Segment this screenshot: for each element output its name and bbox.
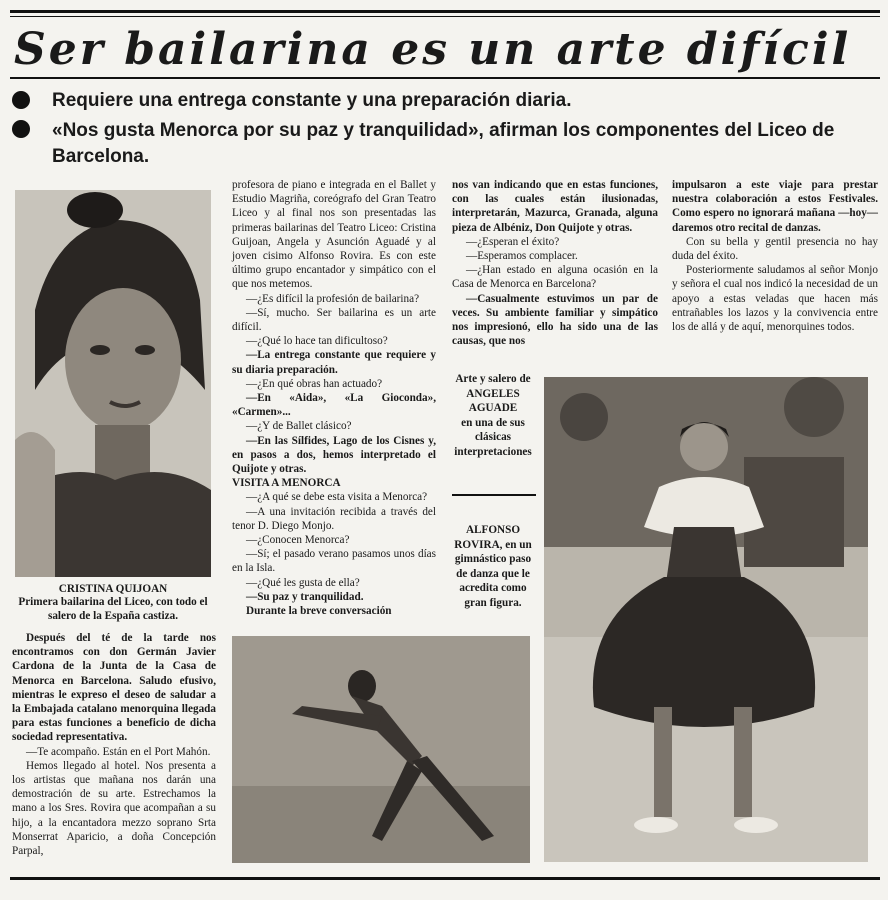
col2-para-2: —Sí, mucho. Ser bailarina es un arte difícil. bbox=[232, 306, 436, 334]
headline: Ser bailarina es un arte difícil bbox=[14, 24, 852, 75]
caption-angeles-name: ANGELES AGUADE bbox=[466, 387, 520, 414]
col3-para-0: nos van indicando que en estas funciones, con las cuales están ilusionadas, interpretarán, Mazurca, Granada, alguna pieza de Albéniz, Don Quijote y otras. bbox=[452, 179, 658, 234]
caption-alfonso: ALFONSO ROVIRA, en un gimnástico paso de danza que le acredita como gran figura. bbox=[454, 524, 532, 609]
photo-cristina-quijoan bbox=[15, 190, 211, 577]
caption-angeles-post: en una de sus clásicas interpretaciones bbox=[454, 416, 532, 458]
col2-para-16: Durante la breve conversación bbox=[246, 605, 392, 618]
caption-main-name: CRISTINA QUIJOAN bbox=[58, 583, 168, 595]
col3-para-2: —Esperamos complacer. bbox=[466, 250, 578, 263]
caption-divider bbox=[452, 494, 536, 496]
col3-para-1: —¿Esperan el éxito? bbox=[466, 235, 560, 248]
col2-para-1: —¿Es difícil la profesión de bailarina? bbox=[246, 292, 420, 305]
col2-para-15: —Su paz y tranquilidad. bbox=[246, 590, 364, 603]
col1-para-1: Después del té de la tarde nos encontramos con don Germán Javier Cardona de la Junta de la Casa de Menorca en Barcelona. Saludo efusivo, mientras le expreso el deseo de saludar a la Embajada catalano menorquina llegada para estas funciones a beneficio de dicha sociedad representativa. bbox=[12, 632, 216, 744]
col2-para-11: —A una invitación recibida a través del tenor D. Diego Monjo. bbox=[232, 505, 436, 532]
column-3 bbox=[452, 178, 658, 348]
col1-para-2: —Te acompaño. Están en el Port Mahón. bbox=[26, 745, 211, 758]
col3-para-3: —¿Han estado en alguna ocasión en la Casa de Menorca en Barcelona? bbox=[452, 264, 658, 291]
col2-para-4: —La entrega constante que requiere y su diaria preparación. bbox=[232, 349, 436, 376]
portrait-illustration bbox=[15, 190, 211, 577]
bottom-rule bbox=[10, 877, 880, 880]
bullet-1 bbox=[12, 91, 30, 109]
col2-para-5: —¿En qué obras han actuado? bbox=[246, 377, 383, 390]
column-1 bbox=[12, 631, 216, 858]
bullet-2 bbox=[12, 120, 30, 138]
col2-para-6: —En «Aida», «La Gioconda», «Carmen»... bbox=[232, 392, 436, 419]
top-rule bbox=[10, 10, 880, 13]
col4-para-2: Posteriormente saludamos al señor Monjo y señora el cual nos indicó la necesidad de un apoyo a estas veladas que hacen más entrañables los lazos y la convivencia entre los de allá y de aquí, menorquines todos. bbox=[672, 264, 878, 334]
col3-para-4: —Casualmente estuvimos un par de veces. Su ambiente familiar y simpático nos impresionó, ello ha sido una de las causas, que nos bbox=[452, 292, 658, 348]
column-2 bbox=[232, 178, 436, 618]
caption-angeles bbox=[450, 372, 536, 459]
subhead-2: «Nos gusta Menorca por su paz y tranquilidad», afirman los componentes del Liceo de Barcelona. bbox=[52, 120, 835, 167]
col2-para-10: —¿A qué se debe esta visita a Menorca? bbox=[246, 491, 428, 504]
subhead-1: Requiere una entrega constante y una preparación diaria. bbox=[52, 90, 572, 111]
col4-para-1: Con su bella y gentil presencia no hay duda del éxito. bbox=[672, 235, 878, 263]
column-4 bbox=[672, 178, 878, 334]
col1-para-3: Hemos llegado al hotel. Nos presenta a los artistas que mañana nos darán una demostración de su arte. Estrechamos la mano a los Sres. Rovira que acompañan a su hijo, a la encantadora mezzo soprano Srta Monserrat Aparicio, a doña Concepción Parpal, bbox=[12, 759, 216, 858]
male-dancer-illustration bbox=[232, 636, 530, 863]
col2-para-7: —¿Y de Ballet clásico? bbox=[246, 420, 352, 433]
col2-para-14: —¿Qué les gusta de ella? bbox=[246, 576, 360, 589]
photo-alfonso-rovira bbox=[232, 636, 530, 863]
photo-angeles-aguade bbox=[544, 377, 868, 862]
col2-para-13: —Sí; el pasado verano pasamos unos días en la Isla. bbox=[232, 548, 436, 575]
col2-para-8: —En las Sílfides, Lago de los Cisnes y, en pasos a dos, hemos interpretado el Quijote y otras. bbox=[232, 434, 436, 476]
col4-para-0: impulsaron a este viaje para prestar nuestra colaboración a estos Festivales. Como espero no ignorará mañana —hoy— daremos otro recital de danzas. bbox=[672, 179, 878, 234]
col2-para-0: profesora de piano e integrada en el Ballet y Estudio Magriña, coreógrafo del Gran Teatro Liceo y al final nos son presentadas las primeras bailarinas del Teatro Liceo: Cristina Guijoan, Angela y Asunción Aguadé y al joven cisimo Alfonso Rovira. Es con este último grupo encantador y simpático con el que nos metemos. bbox=[232, 179, 436, 291]
col2-para-12: —¿Conocen Menorca? bbox=[246, 534, 350, 547]
top-rule-thin bbox=[10, 16, 880, 17]
caption-main-text: Primera bailarina del Liceo, con todo el salero de la España castiza. bbox=[18, 596, 208, 622]
headline-rule bbox=[10, 77, 880, 79]
col2-para-3: —¿Qué lo hace tan dificultoso? bbox=[246, 335, 388, 348]
flamenco-dancer-illustration bbox=[544, 377, 868, 862]
col2-subhead-visita: VISITA A MENORCA bbox=[232, 477, 341, 490]
caption-angeles-pre: Arte y salero de bbox=[455, 373, 531, 385]
